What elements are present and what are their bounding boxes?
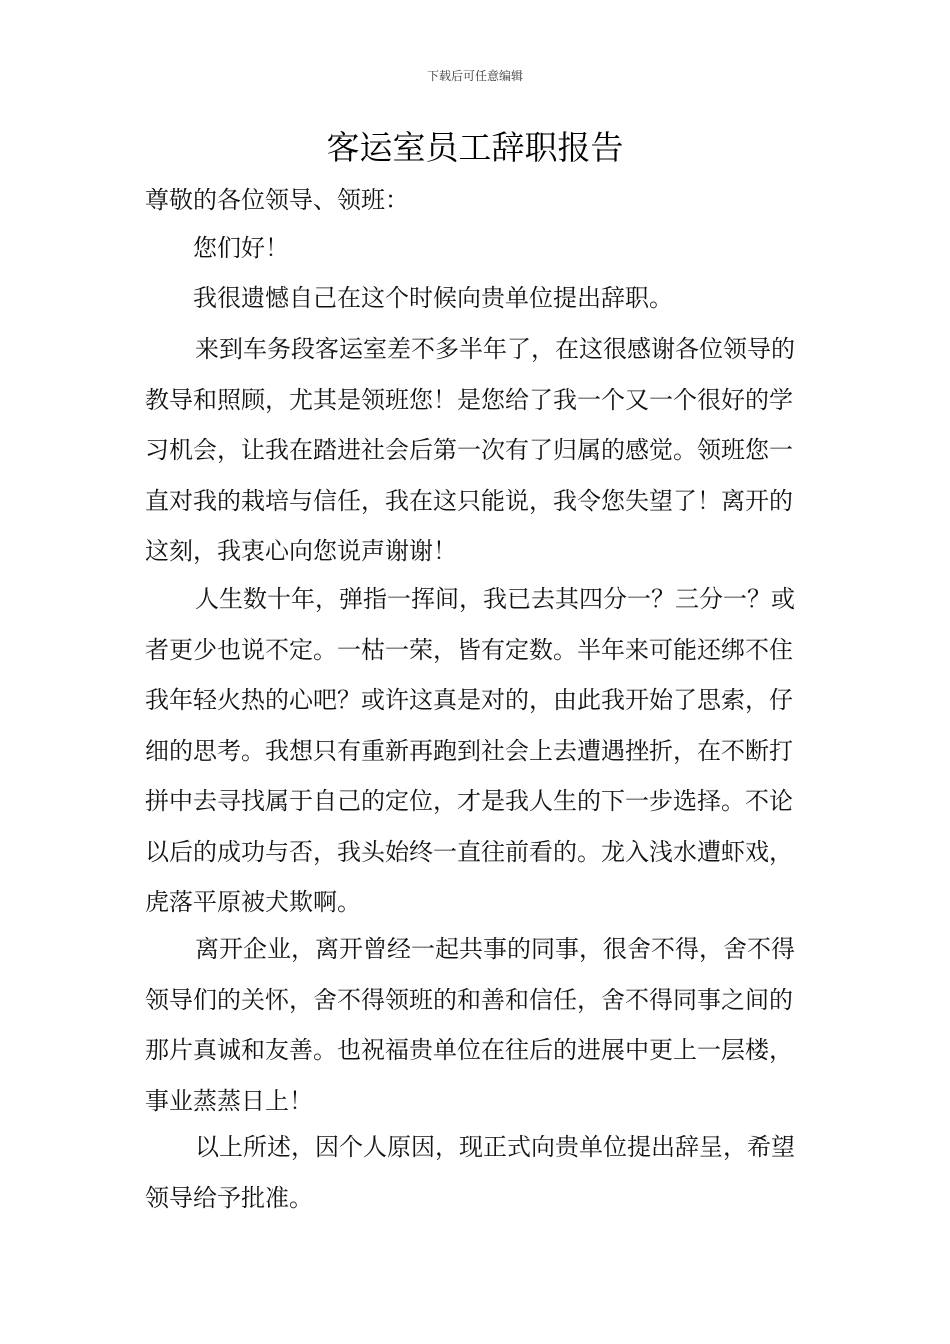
paragraph-resignation-statement: 我很遗憾自己在这个时候向贵单位提出辞职。 [193,284,673,312]
paragraph-request: 以上所述，因个人原因，现正式向贵单位提出辞呈，希望领导给予批准。 [145,1133,795,1212]
document-title: 客运室员工辞职报告 [326,128,624,167]
paragraph-reflection: 人生数十年，弹指一挥间，我已去其四分一？三分一？或者更少也说不定。一枯一荣，皆有定数。半年来可能还绑不住我年轻火热的心吧？或许这真是对的，由此我开始了思索，仔细的思考。我想只有重新再跑到社会上去遭遇挫折，在不断打拼中去寻找属于自己的定位，才是我人生的下一步选择。不论以后的成功与否，我头始终一直往前看的。龙入浅水遭虾戏，虎落平原被犬欺啊。 [145,585,795,916]
greeting: 您们好！ [193,234,289,262]
salutation: 尊敬的各位领导、领班： [145,186,409,214]
paragraph-farewell: 离开企业，离开曾经一起共事的同事，很舍不得，舍不得领导们的关怀，舍不得领班的和善和信任，舍不得同事之间的那片真诚和友善。也祝福贵单位在往后的进展中更上一层楼，事业蒸蒸日上！ [145,935,795,1115]
paragraph-thanks: 来到车务段客运室差不多半年了，在这很感谢各位领导的教导和照顾，尤其是领班您！是您给了我一个又一个很好的学习机会，让我在踏进社会后第一次有了归属的感觉。领班您一直对我的栽培与信任，我在这只能说，我令您失望了！离开的这刻，我衷心向您说声谢谢！ [145,335,795,565]
header-note: 下载后可任意编辑 [426,69,523,83]
